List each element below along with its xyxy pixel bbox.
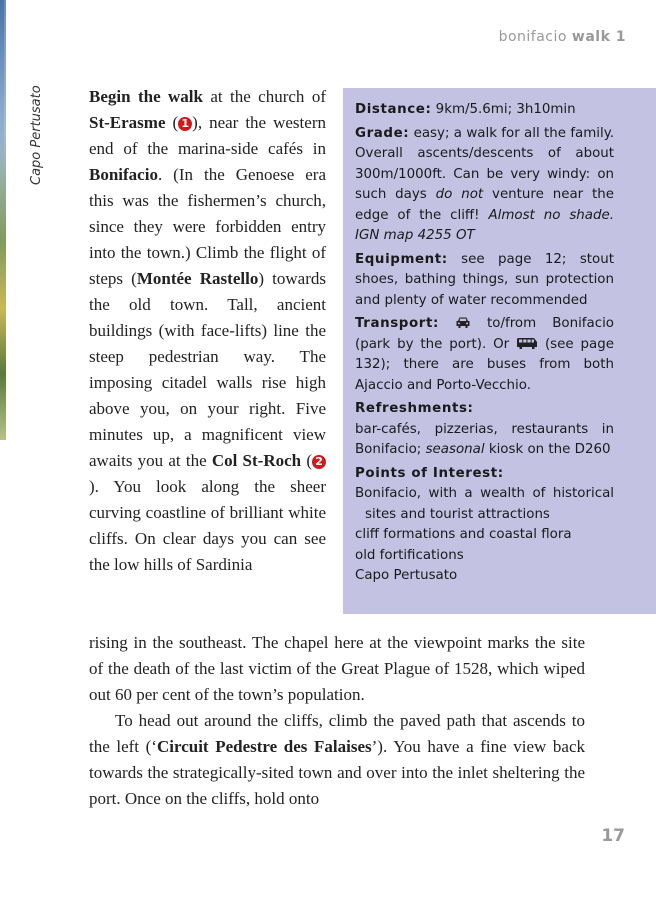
running-head-location: bonifacio [498,29,567,45]
equipment-row [355,250,614,312]
car-icon [455,316,471,329]
paragraph [89,708,585,812]
distance-label: Distance: [355,102,432,117]
lead-in: Begin the walk [89,87,203,106]
transport-label: Transport: [355,316,439,331]
edge-tab [0,0,4,440]
refreshments-text: bar-cafés, pizzerias, restaurants in Bonifacio; [355,421,614,457]
grade-row [355,124,614,247]
text-run: ). You look along the sheer curving coastline of brilliant white cliffs. On clear days you can see the low hills of Sardinia [89,477,326,574]
text-run: . (In the Genoese era this was the fishermen’s church, since they were forbidden entry into the town.) Climb the flight of steps ( [89,165,326,288]
text-run: To head out around the cliffs, climb the paved path that ascends to the left (‘ [89,711,585,756]
poi-label: Points of Interest: [355,465,504,481]
transport-text: to/from Bonifacio (park by the port). Or [355,316,614,352]
points-of-interest [355,464,614,587]
place-name: Circuit Pedestre des Falaises [156,737,372,756]
text-run: ( [301,451,313,470]
body-text [89,630,585,812]
place-name: Montée Rastello [136,269,259,288]
grade-text: venture near the edge of the cliff! [355,187,614,223]
poi-item: cliff formations and coastal flora [355,527,572,542]
running-head-walk: walk 1 [571,29,626,45]
equipment-label: Equipment: [355,251,448,267]
side-label: Capo Pertusato [29,85,44,185]
place-name: St-Erasme [89,113,166,132]
distance-value: 9km/5.6mi; 3h10min [431,102,576,117]
walk-info-box [343,88,656,614]
transport-text: (see page 132); there are buses from both Ajaccio and Porto-Vecchio. [355,336,614,393]
text-run: ( [165,113,179,132]
grade-label: Grade: [355,125,410,141]
transport-row [355,314,614,396]
poi-item: old fortifications [355,547,464,563]
poi-item: Bonifacio, with a wealth of historical sites and tourist attractions [355,486,614,522]
place-name: Bonifacio [89,165,158,184]
place-name: Col St-Roch [211,451,302,470]
grade-emphasis: do not [435,187,484,202]
waypoint-badge-1: 1 [178,117,192,131]
poi-item: Capo Pertusato [355,568,458,583]
refreshments-label: Refreshments: [355,401,474,416]
refreshments-row [355,399,614,461]
text-run: at the church of [202,87,326,106]
text-run: ), near the western end of the marina-side cafés in [89,113,326,158]
refreshments-emphasis: seasonal [425,442,485,457]
column-text [89,84,326,578]
page-number: 17 [601,826,625,846]
running-head [499,29,626,45]
paragraph: rising in the southeast. The chapel here at the viewpoint marks the site of the death of the last victim of the Great Plague of 1528, which wiped out 60 per cent of the town’s population. [89,633,585,704]
bus-icon [516,337,538,350]
waypoint-badge-2: 2 [312,455,326,469]
distance-row [355,100,614,121]
grade-text: easy; a walk for all the family. Overall ascents/descents of about 300m/1000ft. Can be very windy: on such days [355,125,614,202]
grade-emphasis: Almost no shade. IGN map 4255 OT [355,207,614,243]
equipment-value: see page 12; stout shoes, bathing things, sun protection and plenty of water recommended [355,251,614,308]
text-run: ’). You have a fine view back towards the strategically-sited town and over into the inlet sheltering the port. Once on the cliffs, hold onto [89,737,586,808]
refreshments-text: kiosk on the D260 [484,442,611,457]
text-run: ) towards the old town. Tall, ancient buildings (with face-lifts) line the steep pedestrian way. The imposing citadel walls rise high above you, on your right. Five minutes up, a magnificent view awaits you at the [89,269,326,470]
